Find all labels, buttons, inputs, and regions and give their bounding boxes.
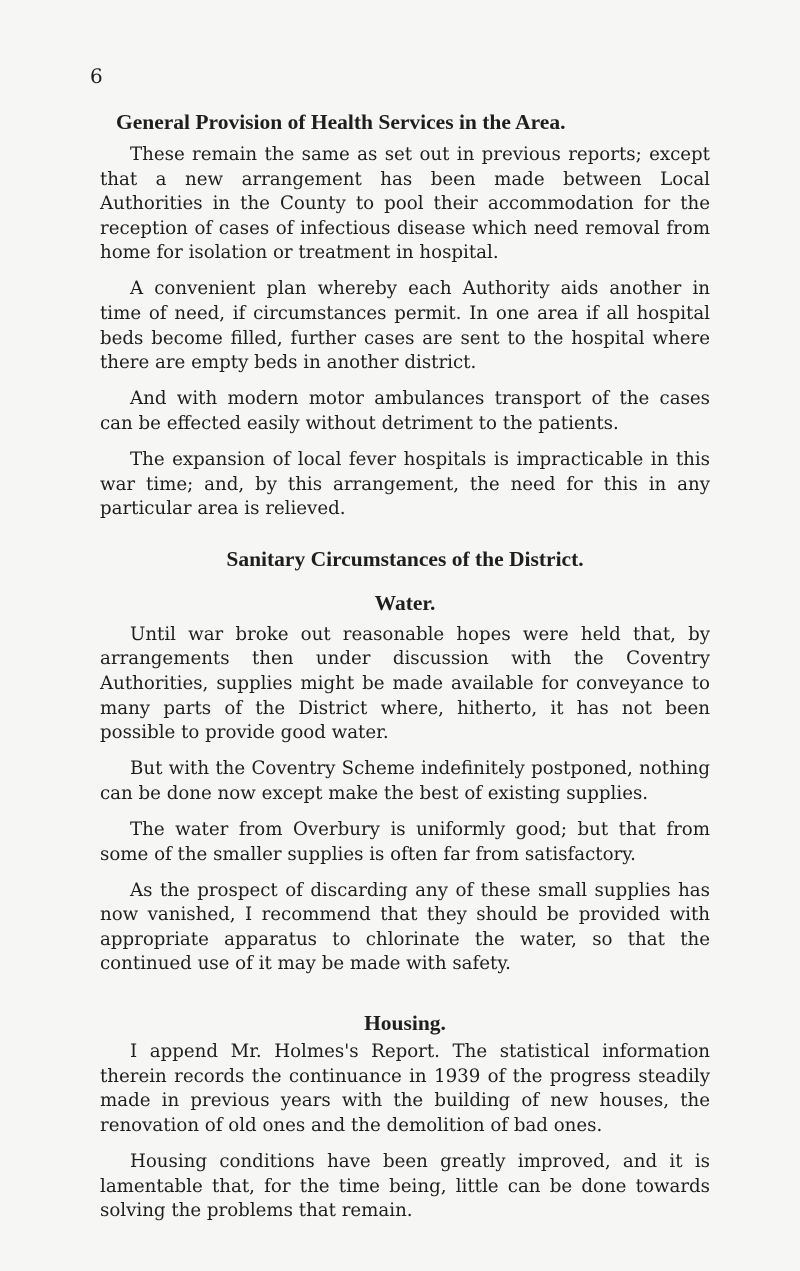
paragraph: A convenient plan whereby each Authority aids another in time of need, if circumstances permit. In one area if all hospital beds become filled, further cases are sent to the hospital where there are empty beds in another district. xyxy=(100,278,710,374)
paragraph: Housing conditions have been greatly improved, and it is lamentable that, for the time being, little can be done towards solving the problems that remain. xyxy=(100,1150,710,1222)
paragraph: I append Mr. Holmes's Report. The statistical information therein records the continuance in 1939 of the progress steadily made in previous years with the building of new houses, the renovation of old ones and the demolition of bad ones. xyxy=(100,1041,710,1136)
section-heading-sanitary: Sanitary Circumstances of the District. xyxy=(226,546,584,571)
paragraph: These remain the same as set out in previous reports; except that a new arrangement has been made between Local Authorities in the County to pool their accommodation for the reception of cases of infectious disease which need removal from home for isolation or treatment in hospital. xyxy=(100,144,710,264)
paragraph: As the prospect of discarding any of these small supplies has now vanished, I recommend that they should be provided with appropriate apparatus to chlorinate the water, so that the continued use of it may be made with safety. xyxy=(100,879,710,975)
paragraph: Until war broke out reasonable hopes were held that, by arrangements then under discussion with the Coventry Authorities, supplies might be made available for conveyance to many parts of the District where, hitherto, it has not been possible to provide good water. xyxy=(100,623,710,744)
page-number: 6 xyxy=(90,64,103,88)
paragraph: The expansion of local fever hospitals is impracticable in this war time; and, by this arrangement, the need for this in any particular area is relieved. xyxy=(100,449,710,520)
document-body xyxy=(100,109,710,1235)
section-heading-housing: Housing. xyxy=(364,1011,446,1036)
paragraph: The water from Overbury is uniformly good; but that from some of the smaller supplies is often far from satisfactory. xyxy=(100,818,710,865)
paragraph: And with modern motor ambulances transport of the cases can be effected easily without detriment to the patients. xyxy=(100,388,710,434)
section-heading-general: General Provision of Health Services in the Area. xyxy=(116,110,566,134)
paragraph: But with the Coventry Scheme indefinitely postponed, nothing can be done now except make the best of existing supplies. xyxy=(100,758,710,804)
section-heading-water: Water. xyxy=(374,590,436,615)
